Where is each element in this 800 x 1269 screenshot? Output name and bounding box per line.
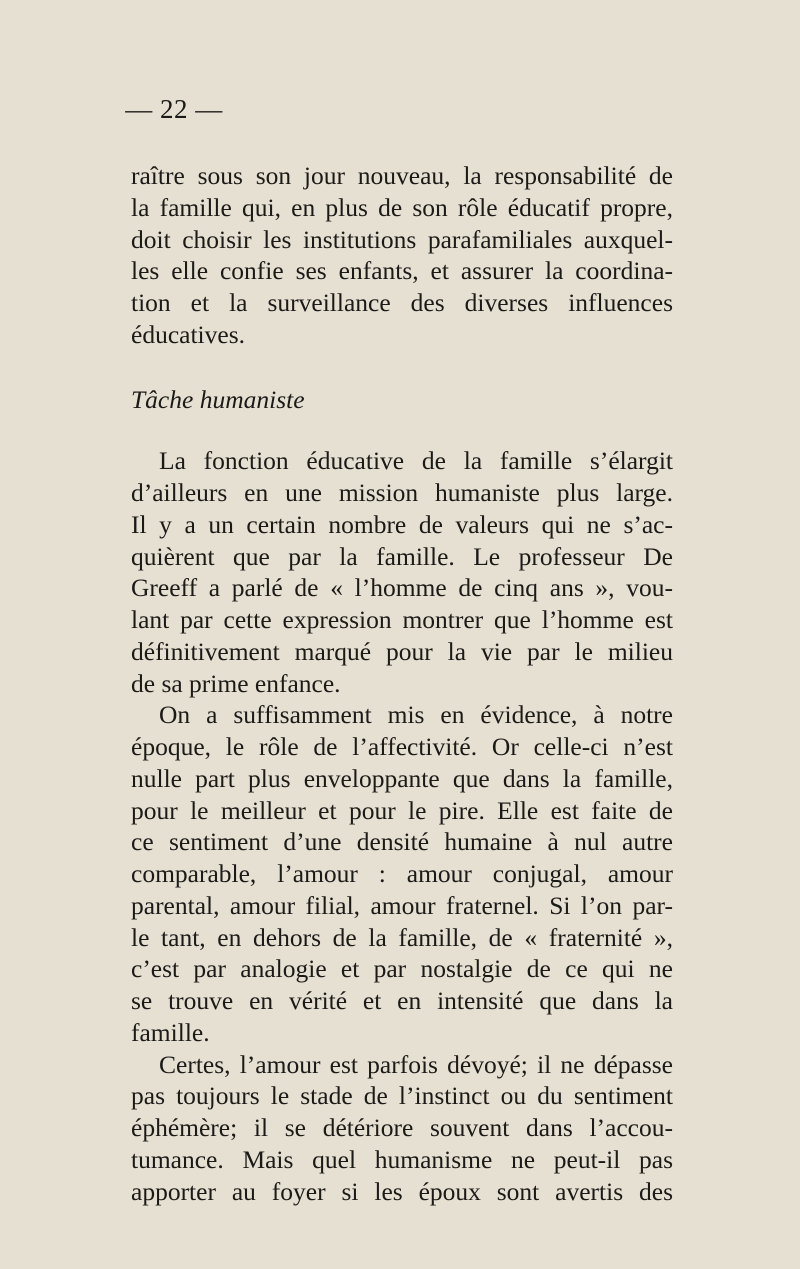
paragraph-1: [131, 160, 673, 351]
text-line: On a suffisamment mis en évidence, à notre: [159, 700, 673, 730]
text-line: Il y a un certain nombre de valeurs qui ne s’ac-: [131, 509, 673, 539]
text-line: doit choisir les institutions parafamiliales auxquel-: [131, 224, 673, 254]
paragraph-2: [131, 445, 673, 699]
text-line: définitivement marqué pour la vie par le milieu: [131, 636, 673, 666]
text-line: lant par cette expression montrer que l’homme est: [131, 605, 673, 634]
text-line: d’ailleurs en une mission humaniste plus large.: [131, 478, 673, 507]
page-number: — 22 —: [125, 94, 223, 124]
text-line: éducatives.: [131, 319, 245, 349]
text-line: le tant, en dehors de la famille, de « fraternité »,: [131, 922, 673, 952]
text-line: c’est par analogie et par nostalgie de ce qui ne: [131, 954, 673, 984]
paragraph-3: [131, 699, 673, 1048]
text-line: tumance. Mais quel humanisme ne peut-il pas: [131, 1144, 673, 1174]
text-line: La fonction éducative de la famille s’élargit: [159, 446, 673, 476]
body-text: [131, 160, 673, 1207]
text-line: Greeff a parlé de « l’homme de cinq ans », vou-: [131, 573, 673, 603]
text-line: époque, le rôle de l’affectivité. Or celle-ci n’est: [131, 732, 673, 761]
text-line: famille.: [131, 1017, 210, 1047]
paragraph-4: [131, 1049, 673, 1208]
text-line: la famille qui, en plus de son rôle éducatif propre,: [131, 192, 673, 222]
text-line: les elle confie ses enfants, et assurer la coordina-: [131, 256, 673, 286]
text-line: ce sentiment d’une densité humaine à nul autre: [131, 827, 673, 857]
text-line: Certes, l’amour est parfois dévoyé; il ne dépasse: [159, 1049, 673, 1079]
text-line: nulle part plus enveloppante que dans la famille,: [131, 763, 673, 793]
text-line: parental, amour filial, amour fraternel. Si l’on par-: [131, 890, 673, 920]
text-line: tion et la surveillance des diverses influences: [131, 288, 673, 317]
text-line: de sa prime enfance.: [131, 668, 341, 698]
text-line: comparable, l’amour : amour conjugal, amour: [131, 859, 673, 888]
text-line: raître sous son jour nouveau, la responsabilité de: [131, 161, 673, 190]
text-line: éphémère; il se détériore souvent dans l’accou-: [131, 1113, 673, 1142]
text-line: pas toujours le stade de l’instinct ou du sentiment: [131, 1081, 673, 1111]
text-line: se trouve en vérité et en intensité que dans la: [131, 986, 673, 1015]
text-line: quièrent que par la famille. Le professeur De: [131, 541, 673, 571]
section-heading: Tâche humaniste: [131, 384, 305, 414]
text-line: pour le meilleur et pour le pire. Elle est faite de: [131, 795, 673, 825]
text-line: apporter au foyer si les époux sont avertis des: [131, 1176, 673, 1206]
